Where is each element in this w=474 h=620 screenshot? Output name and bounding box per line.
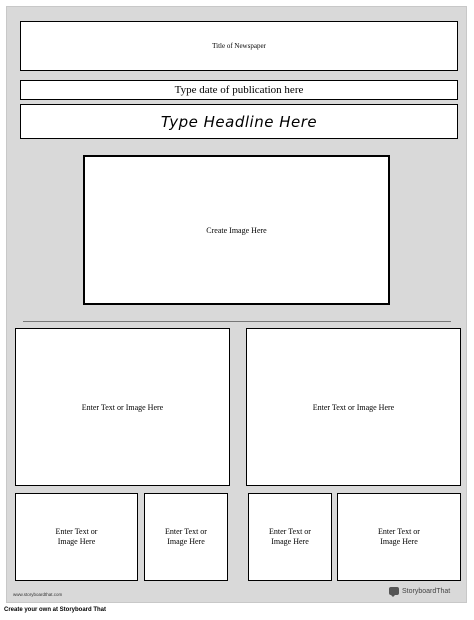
panel-small-2[interactable] (144, 493, 228, 581)
main-image-text: Create Image Here (206, 225, 267, 235)
panel-small-4[interactable] (337, 493, 461, 581)
section-divider (23, 321, 451, 322)
storyboardthat-logo[interactable] (389, 587, 450, 595)
logo-text: StoryboardThat (402, 587, 451, 595)
panel-small-1[interactable] (15, 493, 138, 581)
panel-small-3-line-2: Image Here (271, 537, 309, 546)
panel-large-right[interactable] (246, 328, 461, 486)
panel-small-1-line-1: Enter Text or (55, 527, 98, 537)
speech-bubble-icon (389, 587, 399, 595)
newspaper-title-text: Title of Newspaper (212, 42, 266, 50)
panel-small-2-line-2: Image Here (167, 537, 205, 546)
panel-large-left[interactable] (15, 328, 230, 486)
panel-small-1-line-2: Image Here (57, 537, 96, 546)
panel-large-right-text: Enter Text or Image Here (312, 402, 395, 412)
newspaper-title-box[interactable] (20, 21, 458, 71)
website-watermark: www.storyboardthat.com (13, 592, 63, 597)
panel-small-3[interactable] (248, 493, 332, 581)
publication-date-text: Type date of publication here (174, 84, 304, 96)
headline-text: Type Headline Here (160, 112, 318, 131)
panel-small-4-line-1: Enter Text or (378, 527, 420, 537)
headline-box[interactable] (20, 104, 458, 139)
panel-small-3-line-1: Enter Text or (269, 527, 311, 537)
newspaper-template-sheet (6, 6, 467, 603)
publication-date-box[interactable] (20, 80, 458, 100)
main-image-box[interactable] (83, 155, 390, 305)
footer-link[interactable]: Create your own at Storyboard That (4, 607, 107, 613)
panel-large-left-text: Enter Text or Image Here (81, 402, 164, 412)
panel-small-2-line-1: Enter Text or (165, 527, 207, 537)
panel-small-4-line-2: Image Here (380, 537, 418, 546)
